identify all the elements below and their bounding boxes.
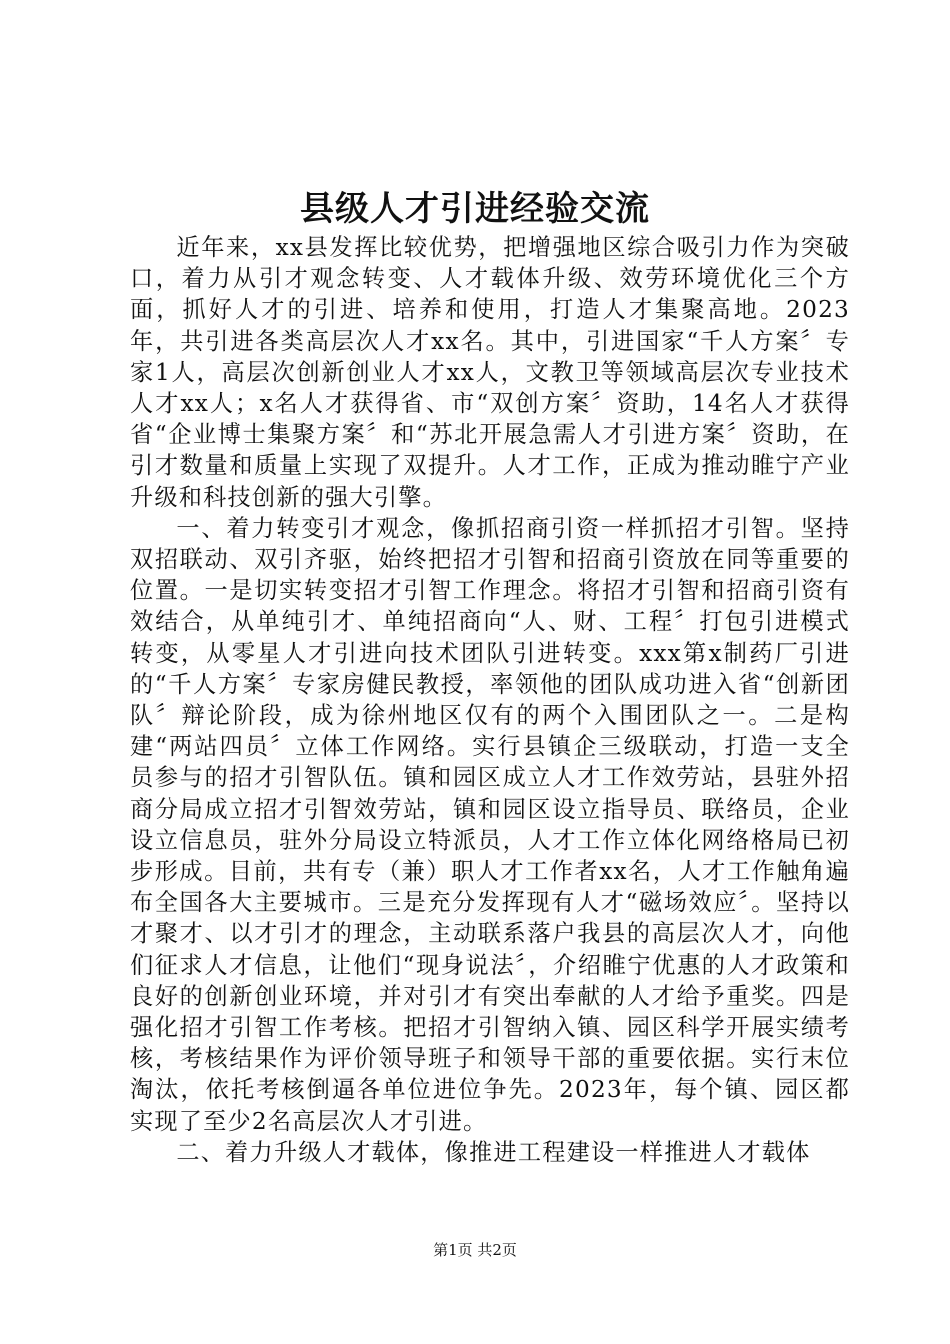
paragraph-intro: 近年来，xx县发挥比较优势，把增强地区综合吸引力作为突破口，着力从引才观念转变、人才载体升级、效劳环境优化三个方面，抓好人才的引进、培养和使用，打造人才集聚高地。2023年，共引进各类高层次人才xx名。其中，引进国家“千人方案〞专家1人，高层次创新创业人才xx人，文教卫等领域高层次专业技术人才xx人；x名人才获得省、市“双创方案〞资助，14名人才获得省“企业博士集聚方案〞和“苏北开展急需人才引进方案〞资助，在引才数量和质量上实现了双提升。人才工作，正成为推动睢宁产业升级和科技创新的强大引擎。 xyxy=(130,234,850,511)
document-title: 县级人才引进经验交流 xyxy=(300,189,650,229)
document-body xyxy=(130,232,850,1168)
paragraph-section-two: 二、着力升级人才载体，像推进工程建设一样推进人才载体 xyxy=(176,1138,811,1166)
paragraph-section-one: 一、着力转变引才观念，像抓招商引资一样抓招才引智。坚持双招联动、双引齐驱，始终把招才引智和招商引资放在同等重要的位置。一是切实转变招才引智工作理念。将招才引智和招商引资有效结合，从单纯引才、单纯招商向“人、财、工程〞打包引进模式转变，从零星人才引进向技术团队引进转变。xxx第x制药厂引进的“千人方案〞专家房健民教授，率领他的团队成功进入省“创新团队〞辩论阶段，成为徐州地区仅有的两个入围团队之一。二是构建“两站四员〞立体工作网络。实行县镇企三级联动，打造一支全员参与的招才引智队伍。镇和园区成立人才工作效劳站，县驻外招商分局成立招才引智效劳站，镇和园区设立指导员、联络员，企业设立信息员，驻外分局设立特派员，人才工作立体化网络格局已初步形成。目前，共有专（兼）职人才工作者xx名，人才工作触角遍布全国各大主要城市。三是充分发挥现有人才“磁场效应〞。坚持以才聚才、以才引才的理念，主动联系落户我县的高层次人才，向他们征求人才信息，让他们“现身说法〞，介绍睢宁优惠的人才政策和良好的创新创业环境，并对引才有突出奉献的人才给予重奖。四是强化招才引智工作考核。把招才引智纳入镇、园区科学开展实绩考核，考核结果作为评价领导班子和领导干部的重要依据。实行末位淘汰，依托考核倒逼各单位进位争先。2023年，每个镇、园区都实现了至少2名高层次人才引进。 xyxy=(130,514,850,1135)
page-number-footer: 第1页 共2页 xyxy=(433,1241,517,1259)
